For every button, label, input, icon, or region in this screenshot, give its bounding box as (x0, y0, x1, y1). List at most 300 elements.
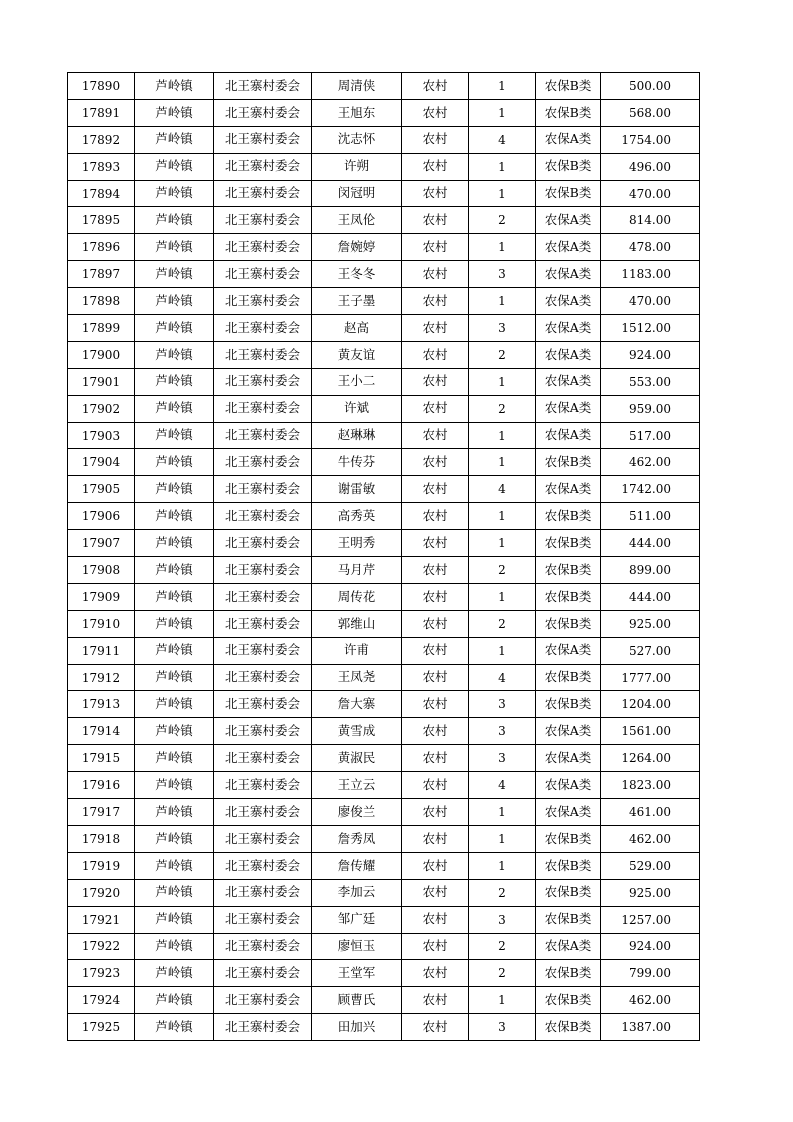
town-cell: 芦岭镇 (135, 852, 214, 879)
village-committee-cell: 北王寨村委会 (214, 799, 312, 826)
village-committee-cell: 北王寨村委会 (214, 960, 312, 987)
amount-cell: 470.00 (601, 288, 700, 315)
village-committee-cell: 北王寨村委会 (214, 637, 312, 664)
town-cell: 芦岭镇 (135, 557, 214, 584)
town-cell: 芦岭镇 (135, 288, 214, 315)
name-cell: 黄雪成 (312, 718, 402, 745)
table-row (68, 933, 700, 960)
amount-cell: 1742.00 (601, 476, 700, 503)
town-cell: 芦岭镇 (135, 691, 214, 718)
table-row (68, 126, 700, 153)
table-row (68, 449, 700, 476)
name-cell: 詹传耀 (312, 852, 402, 879)
name-cell: 赵高 (312, 315, 402, 342)
table-row (68, 557, 700, 584)
name-cell: 王旭东 (312, 99, 402, 126)
village-committee-cell: 北王寨村委会 (214, 422, 312, 449)
household-size-cell: 2 (469, 207, 536, 234)
table-row (68, 852, 700, 879)
insurance-category-cell: 农保B类 (536, 73, 601, 100)
name-cell: 王立云 (312, 772, 402, 799)
amount-cell: 924.00 (601, 341, 700, 368)
name-cell: 顾曹氏 (312, 987, 402, 1014)
household-size-cell: 1 (469, 583, 536, 610)
name-cell: 王子墨 (312, 288, 402, 315)
residence-type-cell: 农村 (402, 825, 469, 852)
amount-cell: 529.00 (601, 852, 700, 879)
residence-type-cell: 农村 (402, 153, 469, 180)
insurance-category-cell: 农保A类 (536, 395, 601, 422)
insurance-category-cell: 农保B类 (536, 99, 601, 126)
village-committee-cell: 北王寨村委会 (214, 234, 312, 261)
town-cell: 芦岭镇 (135, 503, 214, 530)
village-committee-cell: 北王寨村委会 (214, 664, 312, 691)
amount-cell: 1561.00 (601, 718, 700, 745)
table-row (68, 906, 700, 933)
village-committee-cell: 北王寨村委会 (214, 906, 312, 933)
village-committee-cell: 北王寨村委会 (214, 503, 312, 530)
name-cell: 王冬冬 (312, 261, 402, 288)
name-cell: 邹广廷 (312, 906, 402, 933)
residence-type-cell: 农村 (402, 73, 469, 100)
table-row (68, 987, 700, 1014)
insurance-category-cell: 农保B类 (536, 1014, 601, 1041)
amount-cell: 517.00 (601, 422, 700, 449)
town-cell: 芦岭镇 (135, 718, 214, 745)
village-committee-cell: 北王寨村委会 (214, 1014, 312, 1041)
table-row (68, 799, 700, 826)
household-size-cell: 2 (469, 960, 536, 987)
town-cell: 芦岭镇 (135, 933, 214, 960)
town-cell: 芦岭镇 (135, 368, 214, 395)
town-cell: 芦岭镇 (135, 180, 214, 207)
table-row (68, 99, 700, 126)
name-cell: 詹婉婷 (312, 234, 402, 261)
amount-cell: 925.00 (601, 879, 700, 906)
household-size-cell: 1 (469, 422, 536, 449)
village-committee-cell: 北王寨村委会 (214, 745, 312, 772)
residence-type-cell: 农村 (402, 879, 469, 906)
table-row (68, 261, 700, 288)
household-size-cell: 3 (469, 745, 536, 772)
household-size-cell: 3 (469, 315, 536, 342)
residence-type-cell: 农村 (402, 530, 469, 557)
town-cell: 芦岭镇 (135, 126, 214, 153)
amount-cell: 814.00 (601, 207, 700, 234)
town-cell: 芦岭镇 (135, 664, 214, 691)
amount-cell: 1387.00 (601, 1014, 700, 1041)
row-id-cell: 17921 (68, 906, 135, 933)
household-size-cell: 4 (469, 476, 536, 503)
row-id-cell: 17916 (68, 772, 135, 799)
residence-type-cell: 农村 (402, 745, 469, 772)
amount-cell: 1754.00 (601, 126, 700, 153)
amount-cell: 1257.00 (601, 906, 700, 933)
row-id-cell: 17920 (68, 879, 135, 906)
household-size-cell: 1 (469, 153, 536, 180)
household-size-cell: 1 (469, 987, 536, 1014)
row-id-cell: 17911 (68, 637, 135, 664)
row-id-cell: 17924 (68, 987, 135, 1014)
row-id-cell: 17906 (68, 503, 135, 530)
table-row (68, 637, 700, 664)
row-id-cell: 17923 (68, 960, 135, 987)
row-id-cell: 17897 (68, 261, 135, 288)
village-committee-cell: 北王寨村委会 (214, 288, 312, 315)
row-id-cell: 17913 (68, 691, 135, 718)
residence-type-cell: 农村 (402, 315, 469, 342)
amount-cell: 496.00 (601, 153, 700, 180)
village-committee-cell: 北王寨村委会 (214, 207, 312, 234)
village-committee-cell: 北王寨村委会 (214, 852, 312, 879)
town-cell: 芦岭镇 (135, 772, 214, 799)
name-cell: 周传花 (312, 583, 402, 610)
name-cell: 许甫 (312, 637, 402, 664)
village-committee-cell: 北王寨村委会 (214, 180, 312, 207)
town-cell: 芦岭镇 (135, 153, 214, 180)
residence-type-cell: 农村 (402, 368, 469, 395)
insurance-category-cell: 农保B类 (536, 852, 601, 879)
name-cell: 黄友谊 (312, 341, 402, 368)
insurance-category-cell: 农保B类 (536, 825, 601, 852)
insurance-category-cell: 农保A类 (536, 207, 601, 234)
name-cell: 周清侠 (312, 73, 402, 100)
town-cell: 芦岭镇 (135, 315, 214, 342)
residence-type-cell: 农村 (402, 449, 469, 476)
residence-type-cell: 农村 (402, 852, 469, 879)
name-cell: 王凤伦 (312, 207, 402, 234)
household-size-cell: 2 (469, 557, 536, 584)
name-cell: 许朔 (312, 153, 402, 180)
amount-cell: 1777.00 (601, 664, 700, 691)
name-cell: 詹秀凤 (312, 825, 402, 852)
table-row (68, 530, 700, 557)
insurance-category-cell: 农保A类 (536, 368, 601, 395)
table-row (68, 422, 700, 449)
insurance-category-cell: 农保A类 (536, 234, 601, 261)
town-cell: 芦岭镇 (135, 449, 214, 476)
amount-cell: 462.00 (601, 449, 700, 476)
row-id-cell: 17919 (68, 852, 135, 879)
row-id-cell: 17915 (68, 745, 135, 772)
insurance-category-cell: 农保A类 (536, 933, 601, 960)
household-size-cell: 3 (469, 691, 536, 718)
village-committee-cell: 北王寨村委会 (214, 718, 312, 745)
name-cell: 詹大寨 (312, 691, 402, 718)
insurance-category-cell: 农保B类 (536, 691, 601, 718)
household-size-cell: 2 (469, 879, 536, 906)
amount-cell: 470.00 (601, 180, 700, 207)
amount-cell: 925.00 (601, 610, 700, 637)
amount-cell: 462.00 (601, 825, 700, 852)
table-row (68, 879, 700, 906)
insurance-category-cell: 农保B类 (536, 610, 601, 637)
residence-type-cell: 农村 (402, 503, 469, 530)
table-row (68, 825, 700, 852)
name-cell: 黄淑民 (312, 745, 402, 772)
name-cell: 王凤尧 (312, 664, 402, 691)
residence-type-cell: 农村 (402, 583, 469, 610)
row-id-cell: 17918 (68, 825, 135, 852)
table-row (68, 1014, 700, 1041)
row-id-cell: 17917 (68, 799, 135, 826)
town-cell: 芦岭镇 (135, 207, 214, 234)
town-cell: 芦岭镇 (135, 530, 214, 557)
amount-cell: 959.00 (601, 395, 700, 422)
town-cell: 芦岭镇 (135, 637, 214, 664)
residence-type-cell: 农村 (402, 933, 469, 960)
household-size-cell: 4 (469, 664, 536, 691)
insurance-category-cell: 农保B类 (536, 879, 601, 906)
household-size-cell: 1 (469, 530, 536, 557)
town-cell: 芦岭镇 (135, 234, 214, 261)
village-committee-cell: 北王寨村委会 (214, 126, 312, 153)
residence-type-cell: 农村 (402, 557, 469, 584)
row-id-cell: 17903 (68, 422, 135, 449)
row-id-cell: 17925 (68, 1014, 135, 1041)
town-cell: 芦岭镇 (135, 879, 214, 906)
village-committee-cell: 北王寨村委会 (214, 987, 312, 1014)
household-size-cell: 1 (469, 73, 536, 100)
insurance-category-cell: 农保B类 (536, 449, 601, 476)
residence-type-cell: 农村 (402, 126, 469, 153)
village-committee-cell: 北王寨村委会 (214, 691, 312, 718)
name-cell: 廖恒玉 (312, 933, 402, 960)
household-size-cell: 2 (469, 341, 536, 368)
household-size-cell: 1 (469, 852, 536, 879)
residence-type-cell: 农村 (402, 207, 469, 234)
insurance-category-cell: 农保A类 (536, 772, 601, 799)
amount-cell: 799.00 (601, 960, 700, 987)
village-committee-cell: 北王寨村委会 (214, 583, 312, 610)
residence-type-cell: 农村 (402, 772, 469, 799)
row-id-cell: 17892 (68, 126, 135, 153)
row-id-cell: 17891 (68, 99, 135, 126)
table-row (68, 691, 700, 718)
table-row (68, 772, 700, 799)
household-size-cell: 1 (469, 637, 536, 664)
village-committee-cell: 北王寨村委会 (214, 99, 312, 126)
residence-type-cell: 农村 (402, 799, 469, 826)
amount-cell: 500.00 (601, 73, 700, 100)
town-cell: 芦岭镇 (135, 610, 214, 637)
table-row (68, 315, 700, 342)
amount-cell: 899.00 (601, 557, 700, 584)
residence-type-cell: 农村 (402, 1014, 469, 1041)
village-committee-cell: 北王寨村委会 (214, 530, 312, 557)
table-row (68, 234, 700, 261)
town-cell: 芦岭镇 (135, 825, 214, 852)
row-id-cell: 17893 (68, 153, 135, 180)
town-cell: 芦岭镇 (135, 341, 214, 368)
name-cell: 李加云 (312, 879, 402, 906)
insurance-category-cell: 农保A类 (536, 476, 601, 503)
amount-cell: 444.00 (601, 530, 700, 557)
name-cell: 许斌 (312, 395, 402, 422)
insurance-category-cell: 农保A类 (536, 718, 601, 745)
household-size-cell: 1 (469, 368, 536, 395)
insurance-category-cell: 农保B类 (536, 987, 601, 1014)
table-row (68, 288, 700, 315)
town-cell: 芦岭镇 (135, 799, 214, 826)
name-cell: 廖俊兰 (312, 799, 402, 826)
household-size-cell: 1 (469, 234, 536, 261)
row-id-cell: 17910 (68, 610, 135, 637)
village-committee-cell: 北王寨村委会 (214, 395, 312, 422)
insurance-category-cell: 农保A类 (536, 341, 601, 368)
row-id-cell: 17896 (68, 234, 135, 261)
town-cell: 芦岭镇 (135, 476, 214, 503)
row-id-cell: 17909 (68, 583, 135, 610)
table-row (68, 745, 700, 772)
village-committee-cell: 北王寨村委会 (214, 341, 312, 368)
table-row (68, 73, 700, 100)
name-cell: 闵冠明 (312, 180, 402, 207)
town-cell: 芦岭镇 (135, 583, 214, 610)
household-size-cell: 1 (469, 99, 536, 126)
insurance-category-cell: 农保A类 (536, 422, 601, 449)
row-id-cell: 17907 (68, 530, 135, 557)
household-size-cell: 1 (469, 449, 536, 476)
row-id-cell: 17890 (68, 73, 135, 100)
roster-table-body (68, 73, 700, 1041)
village-committee-cell: 北王寨村委会 (214, 825, 312, 852)
town-cell: 芦岭镇 (135, 395, 214, 422)
residence-type-cell: 农村 (402, 987, 469, 1014)
name-cell: 高秀英 (312, 503, 402, 530)
row-id-cell: 17901 (68, 368, 135, 395)
row-id-cell: 17904 (68, 449, 135, 476)
table-row (68, 664, 700, 691)
name-cell: 王小二 (312, 368, 402, 395)
insurance-category-cell: 农保A类 (536, 799, 601, 826)
village-committee-cell: 北王寨村委会 (214, 557, 312, 584)
residence-type-cell: 农村 (402, 395, 469, 422)
insurance-category-cell: 农保B类 (536, 557, 601, 584)
insurance-category-cell: 农保B类 (536, 180, 601, 207)
amount-cell: 553.00 (601, 368, 700, 395)
row-id-cell: 17900 (68, 341, 135, 368)
town-cell: 芦岭镇 (135, 422, 214, 449)
residence-type-cell: 农村 (402, 691, 469, 718)
amount-cell: 511.00 (601, 503, 700, 530)
residence-type-cell: 农村 (402, 476, 469, 503)
amount-cell: 568.00 (601, 99, 700, 126)
town-cell: 芦岭镇 (135, 99, 214, 126)
table-row (68, 476, 700, 503)
household-size-cell: 3 (469, 1014, 536, 1041)
insurance-category-cell: 农保A类 (536, 126, 601, 153)
residence-type-cell: 农村 (402, 341, 469, 368)
household-size-cell: 2 (469, 395, 536, 422)
insurance-category-cell: 农保B类 (536, 583, 601, 610)
household-size-cell: 3 (469, 718, 536, 745)
row-id-cell: 17905 (68, 476, 135, 503)
table-row (68, 718, 700, 745)
row-id-cell: 17895 (68, 207, 135, 234)
name-cell: 牛传芬 (312, 449, 402, 476)
amount-cell: 1183.00 (601, 261, 700, 288)
row-id-cell: 17914 (68, 718, 135, 745)
roster-table (67, 72, 700, 1041)
table-row (68, 180, 700, 207)
village-committee-cell: 北王寨村委会 (214, 449, 312, 476)
residence-type-cell: 农村 (402, 637, 469, 664)
insurance-category-cell: 农保A类 (536, 745, 601, 772)
table-row (68, 610, 700, 637)
name-cell: 王堂军 (312, 960, 402, 987)
table-row (68, 153, 700, 180)
row-id-cell: 17908 (68, 557, 135, 584)
table-row (68, 207, 700, 234)
amount-cell: 462.00 (601, 987, 700, 1014)
amount-cell: 1264.00 (601, 745, 700, 772)
name-cell: 郭维山 (312, 610, 402, 637)
row-id-cell: 17898 (68, 288, 135, 315)
village-committee-cell: 北王寨村委会 (214, 368, 312, 395)
amount-cell: 924.00 (601, 933, 700, 960)
insurance-category-cell: 农保A类 (536, 288, 601, 315)
village-committee-cell: 北王寨村委会 (214, 315, 312, 342)
name-cell: 赵琳琳 (312, 422, 402, 449)
amount-cell: 478.00 (601, 234, 700, 261)
table-row (68, 960, 700, 987)
amount-cell: 1204.00 (601, 691, 700, 718)
residence-type-cell: 农村 (402, 180, 469, 207)
table-row (68, 368, 700, 395)
residence-type-cell: 农村 (402, 99, 469, 126)
village-committee-cell: 北王寨村委会 (214, 610, 312, 637)
row-id-cell: 17899 (68, 315, 135, 342)
amount-cell: 527.00 (601, 637, 700, 664)
row-id-cell: 17902 (68, 395, 135, 422)
town-cell: 芦岭镇 (135, 987, 214, 1014)
household-size-cell: 3 (469, 261, 536, 288)
table-row (68, 395, 700, 422)
village-committee-cell: 北王寨村委会 (214, 476, 312, 503)
name-cell: 谢雷敏 (312, 476, 402, 503)
household-size-cell: 3 (469, 906, 536, 933)
amount-cell: 1823.00 (601, 772, 700, 799)
residence-type-cell: 农村 (402, 960, 469, 987)
table-row (68, 503, 700, 530)
household-size-cell: 1 (469, 825, 536, 852)
village-committee-cell: 北王寨村委会 (214, 153, 312, 180)
row-id-cell: 17894 (68, 180, 135, 207)
amount-cell: 1512.00 (601, 315, 700, 342)
insurance-category-cell: 农保B类 (536, 960, 601, 987)
household-size-cell: 4 (469, 772, 536, 799)
residence-type-cell: 农村 (402, 261, 469, 288)
household-size-cell: 4 (469, 126, 536, 153)
residence-type-cell: 农村 (402, 610, 469, 637)
residence-type-cell: 农村 (402, 718, 469, 745)
village-committee-cell: 北王寨村委会 (214, 772, 312, 799)
household-size-cell: 1 (469, 503, 536, 530)
residence-type-cell: 农村 (402, 422, 469, 449)
insurance-category-cell: 农保A类 (536, 261, 601, 288)
village-committee-cell: 北王寨村委会 (214, 73, 312, 100)
name-cell: 田加兴 (312, 1014, 402, 1041)
household-size-cell: 1 (469, 799, 536, 826)
residence-type-cell: 农村 (402, 906, 469, 933)
village-committee-cell: 北王寨村委会 (214, 879, 312, 906)
name-cell: 马月芹 (312, 557, 402, 584)
household-size-cell: 2 (469, 933, 536, 960)
name-cell: 王明秀 (312, 530, 402, 557)
amount-cell: 444.00 (601, 583, 700, 610)
insurance-category-cell: 农保A类 (536, 637, 601, 664)
